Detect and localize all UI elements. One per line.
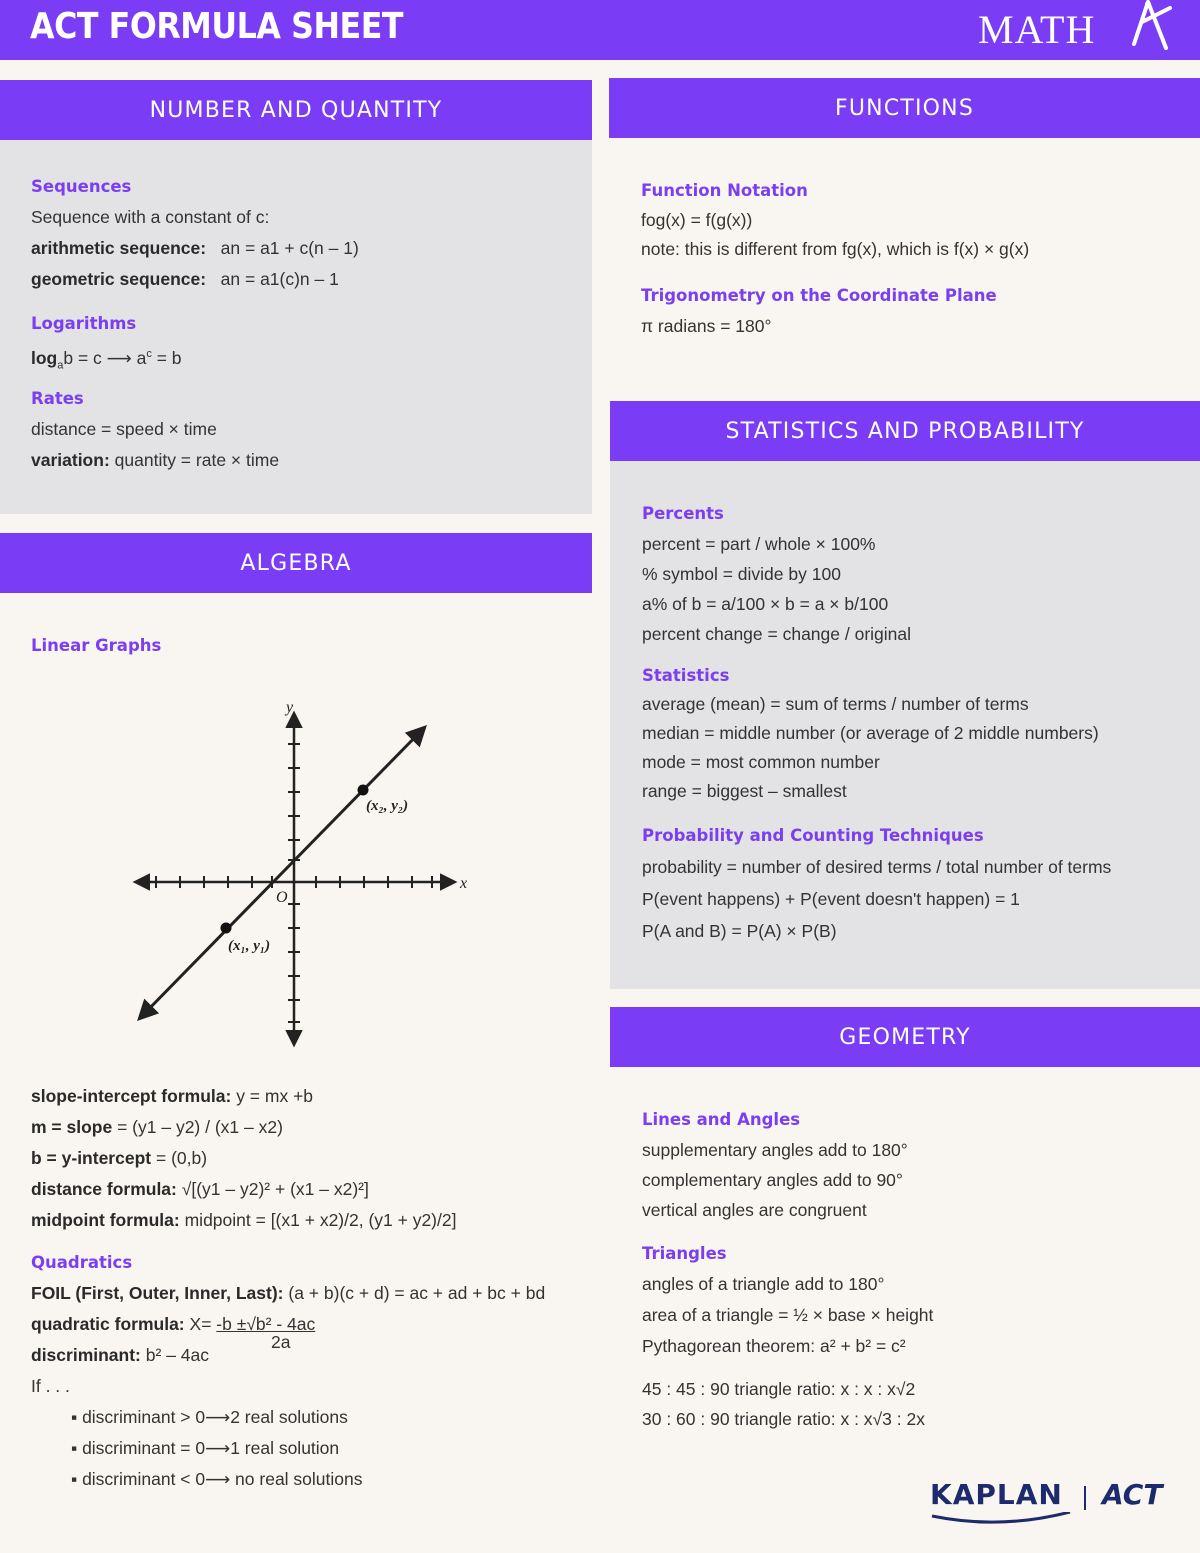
y-intercept-formula: = (0,b) xyxy=(155,1148,208,1168)
kaplan-logo: KAPLAN xyxy=(930,1478,1063,1511)
arithmetic-formula: an = a1 + c(n – 1) xyxy=(220,238,359,258)
discriminant-bullet-1: ▪ discriminant > 0⟶2 real solutions xyxy=(71,1407,348,1427)
functions-heading-text: FUNCTIONS xyxy=(834,95,975,121)
number-quantity-heading xyxy=(0,80,592,140)
foil-line xyxy=(31,1278,545,1309)
percents-line-2: % symbol = divide by 100 xyxy=(642,564,841,584)
variation-line xyxy=(31,445,359,476)
triangles-line-3: Pythagorean theorem: a² + b² = c² xyxy=(642,1336,906,1356)
graph-line xyxy=(140,728,424,1018)
midpoint-formula: midpoint = [(x1 + x2)/2, (y1 + y2)/2] xyxy=(184,1210,457,1230)
triangle-ratio-30: 30 : 60 : 90 triangle ratio: x : x√3 : 2x xyxy=(642,1409,925,1429)
logo-divider xyxy=(1084,1486,1086,1510)
variation-formula: quantity = rate × time xyxy=(114,450,280,470)
sequence-intro: Sequence with a constant of c: xyxy=(31,207,270,227)
probability-line-1: probability = number of desired terms / total number of terms xyxy=(642,857,1112,877)
linear-graphs-block xyxy=(31,631,161,661)
percents-title: Percents xyxy=(642,504,724,523)
logarithms-title: Logarithms xyxy=(31,314,137,333)
slope-intercept-line xyxy=(31,1081,545,1112)
probability-title: Probability and Counting Techniques xyxy=(642,826,984,845)
percents-line-4: percent change = change / original xyxy=(642,624,912,644)
linear-graph xyxy=(120,692,480,1062)
lines-angles-line-2: complementary angles add to 90° xyxy=(642,1170,903,1190)
triangles-line-2: area of a triangle = ½ × base × height xyxy=(642,1305,934,1325)
if-text: If . . . xyxy=(31,1376,70,1396)
y-intercept-line xyxy=(31,1143,545,1174)
x-axis-label: x xyxy=(460,875,468,892)
discriminant-label: discriminant: xyxy=(31,1345,141,1365)
point-1-label: (x₁, y₁) xyxy=(228,938,271,954)
sequences-title: Sequences xyxy=(31,177,132,196)
geometry-content xyxy=(642,1105,933,1434)
triangles-title: Triangles xyxy=(642,1244,727,1263)
log-exponent: c xyxy=(146,348,152,360)
point-1 xyxy=(221,923,232,934)
point-2 xyxy=(358,785,369,796)
log-middle: b = c ⟶ a xyxy=(63,347,147,368)
function-notation-line-2: note: this is different from fg(x), which is f(x) × g(x) xyxy=(641,239,1030,259)
functions-heading xyxy=(609,78,1200,138)
distance-speed-line: distance = speed × time xyxy=(31,419,217,439)
rates-title: Rates xyxy=(31,389,84,408)
linear-graphs-title: Linear Graphs xyxy=(31,636,162,655)
act-logo: ACT xyxy=(1102,1478,1163,1511)
algebra-heading xyxy=(0,533,592,593)
slope-formula: = (y1 – y2) / (x1 – x2) xyxy=(117,1117,283,1137)
statistics-heading xyxy=(610,401,1200,461)
function-notation-line-1: fog(x) = f(g(x)) xyxy=(641,210,753,230)
slope-label: m = slope xyxy=(31,1117,113,1137)
quadratic-formula-label: quadratic formula: xyxy=(31,1314,185,1334)
lines-angles-line-1: supplementary angles add to 180° xyxy=(642,1140,908,1160)
geometry-heading-text: GEOMETRY xyxy=(839,1024,971,1050)
geometric-formula: an = a1(c)n – 1 xyxy=(220,269,339,289)
compass-icon xyxy=(1126,0,1178,56)
arithmetic-line xyxy=(31,233,359,264)
triangle-ratio-45: 45 : 45 : 90 triangle ratio: x : x : x√2 xyxy=(642,1379,916,1399)
subject-label: MATH xyxy=(978,7,1096,52)
quadratic-denominator: 2a xyxy=(271,1332,291,1352)
foil-formula: (a + b)(c + d) = ac + ad + bc + bd xyxy=(288,1283,546,1303)
quadratic-formula-line xyxy=(31,1309,545,1352)
statistics-title: Statistics xyxy=(642,666,730,685)
slope-intercept-label: slope-intercept formula: xyxy=(31,1086,232,1106)
sheet-title: ACT FORMULA SHEET xyxy=(30,6,404,47)
trigonometry-title: Trigonometry on the Coordinate Plane xyxy=(641,286,997,305)
probability-line-3: P(A and B) = P(A) × P(B) xyxy=(642,921,837,941)
point-2-label: (x₂, y₂) xyxy=(366,798,409,814)
discriminant-bullet-2: ▪ discriminant = 0⟶1 real solution xyxy=(71,1438,340,1458)
trigonometry-line-1: π radians = 180° xyxy=(641,316,772,336)
y-axis-label: y xyxy=(286,699,294,716)
foil-label: FOIL (First, Outer, Inner, Last): xyxy=(31,1283,284,1303)
geometric-line xyxy=(31,264,359,295)
discriminant-formula: b² – 4ac xyxy=(145,1345,209,1365)
y-intercept-label: b = y-intercept xyxy=(31,1148,152,1168)
midpoint-formula-label: midpoint formula: xyxy=(31,1210,180,1230)
statistics-content xyxy=(642,499,1111,947)
lines-angles-line-3: vertical angles are congruent xyxy=(642,1200,867,1220)
quadratic-numerator: -b ±√b² - 4ac xyxy=(216,1314,316,1334)
triangles-line-1: angles of a triangle add to 180° xyxy=(642,1274,885,1294)
slope-line xyxy=(31,1112,545,1143)
function-notation-title: Function Notation xyxy=(641,181,808,200)
percents-line-1: percent = part / whole × 100% xyxy=(642,534,876,554)
log-prefix: log xyxy=(31,347,58,368)
number-quantity-heading-text: NUMBER AND QUANTITY xyxy=(149,97,443,123)
quadratics-title: Quadratics xyxy=(31,1253,133,1272)
statistics-heading-text: STATISTICS AND PROBABILITY xyxy=(725,418,1085,444)
distance-formula-line xyxy=(31,1174,545,1205)
slope-intercept-formula: y = mx +b xyxy=(236,1086,314,1106)
functions-content xyxy=(641,176,1029,342)
statistics-line-2: median = middle number (or average of 2 middle numbers) xyxy=(642,723,1099,743)
kaplan-swoosh-icon xyxy=(930,1512,1076,1528)
distance-formula-label: distance formula: xyxy=(31,1179,177,1199)
geometric-label: geometric sequence: xyxy=(31,269,207,289)
midpoint-formula-line xyxy=(31,1205,545,1236)
origin-label: O xyxy=(276,889,288,906)
discriminant-bullet-3: ▪ discriminant < 0⟶ no real solutions xyxy=(71,1469,363,1489)
probability-line-2: P(event happens) + P(event doesn't happen) = 1 xyxy=(642,889,1020,909)
arithmetic-label: arithmetic sequence: xyxy=(31,238,207,258)
log-base: a xyxy=(57,359,64,372)
geometry-heading xyxy=(610,1007,1200,1067)
top-bar xyxy=(0,0,1200,60)
distance-formula: √[(y1 – y2)² + (x1 – x2)²] xyxy=(181,1179,369,1199)
number-quantity-content xyxy=(31,172,359,476)
statistics-line-4: range = biggest – smallest xyxy=(642,781,847,801)
log-end: = b xyxy=(151,347,182,368)
variation-label: variation: xyxy=(31,450,110,470)
percents-line-3: a% of b = a/100 × b = a × b/100 xyxy=(642,594,889,614)
logarithm-formula xyxy=(31,339,359,370)
algebra-formulas xyxy=(31,1081,545,1495)
quadratic-x: X= xyxy=(189,1314,212,1334)
statistics-line-3: mode = most common number xyxy=(642,752,880,772)
statistics-line-1: average (mean) = sum of terms / number of terms xyxy=(642,694,1029,714)
algebra-heading-text: ALGEBRA xyxy=(240,550,352,576)
lines-angles-title: Lines and Angles xyxy=(642,1110,801,1129)
